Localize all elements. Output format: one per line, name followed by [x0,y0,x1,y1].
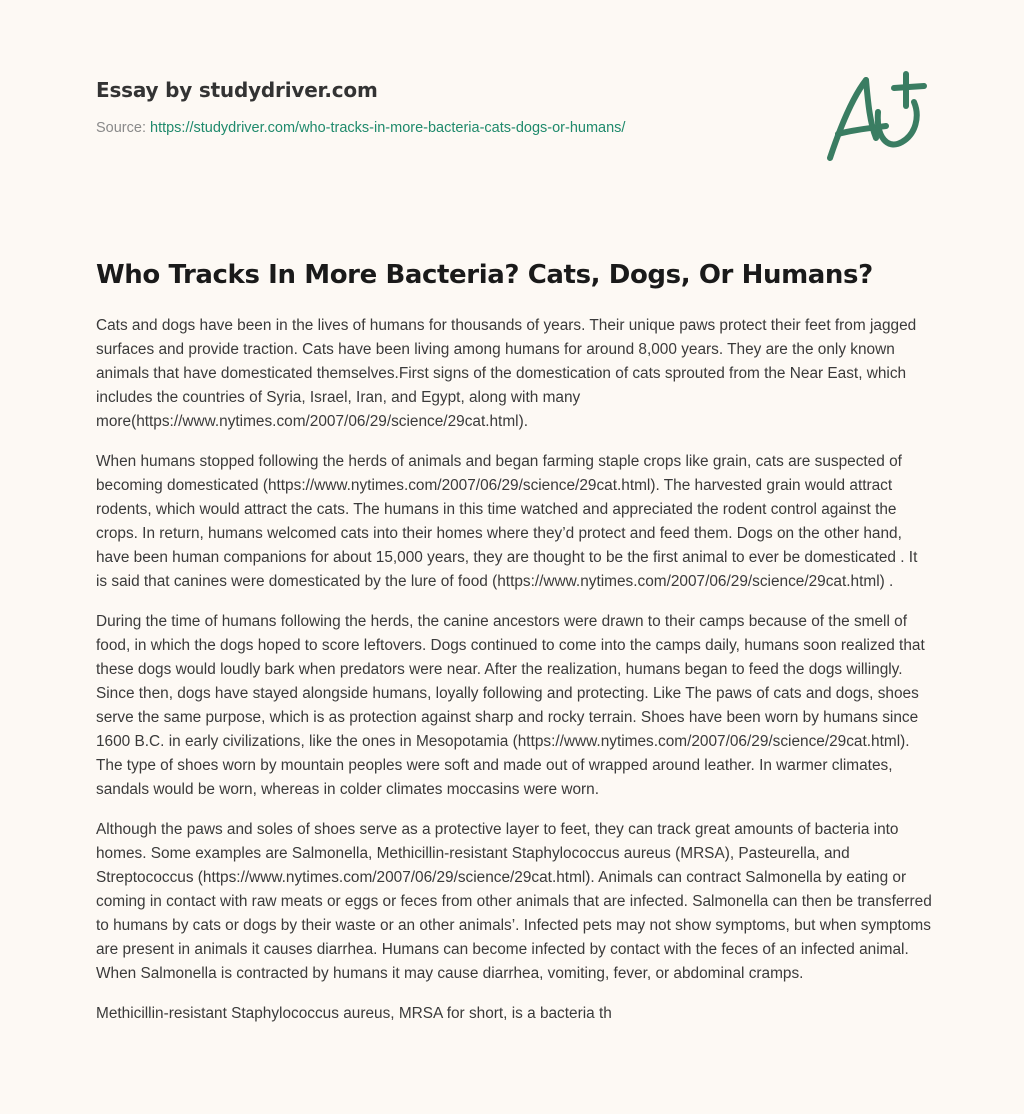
paragraph: Methicillin-resistant Staphylococcus aureus, MRSA for short, is a bacteria th [96,1005,612,1022]
a-plus-grade-icon [822,68,932,164]
essay-title: Who Tracks In More Bacteria? Cats, Dogs, Or Humans? [96,260,873,290]
paragraph: When humans stopped following the herds of animals and began farming staple crops like grain, cats are suspected of becoming domesticated (https://www.nytimes.com/2007/06/29/science/29cat.html). The harvested grain would attract rodents, which would attract the cats. The humans in this time watched and appreciated the rodent control against the crops. In return, humans welcomed cats into their homes where they’d protect and feed them. Dogs on the other hand, have been human companions for about 15,000 years, they are thought to be the first animal to ever be domesticated . It is said that canines were domesticated by the lure of food (https://www.nytimes.com/2007/06/29/science/29cat.html) . [96,453,918,590]
essay-header [96,76,796,138]
source-line [96,118,796,138]
site-title: Essay by studydriver.com [96,78,378,102]
paragraph: During the time of humans following the herds, the canine ancestors were drawn to their camps because of the smell of food, in which the dogs hoped to score leftovers. Dogs continued to come into the camps daily, humans soon realized that these dogs would loudly bark when predators were near. After the realization, humans began to feed the dogs willingly. Since then, dogs have stayed alongside humans, loyally following and protecting. Like The paws of cats and dogs, shoes serve the same purpose, which is as protection against sharp and rocky terrain. Shoes have been worn by humans since 1600 B.C. in early civilizations, like the ones in Mesopotamia (https://www.nytimes.com/2007/06/29/science/29cat.html). The type of shoes worn by mountain peoples were soft and made out of wrapped around leather. In warmer climates, sandals would be worn, whereas in colder climates moccasins were worn. [96,613,925,798]
source-label: Source: [96,120,150,136]
paragraph: Although the paws and soles of shoes serve as a protective layer to feet, they can track great amounts of bacteria into homes. Some examples are Salmonella, Methicillin-resistant Staphylococcus aureus (MRSA), Pasteurella, and Streptococcus (https://www.nytimes.com/2007/06/29/science/29cat.html). Animals can contract Salmonella by eating or coming in contact with raw meats or eggs or feces from other animals that are infected. Salmonella can then be transferred to humans by cats or dogs by their waste or an other animals’. Infected pets may not show symptoms, but when symptoms are present in animals it causes diarrhea. Humans can become infected by contact with the feces of an infected animal. When Salmonella is contracted by humans it may cause diarrhea, vomiting, fever, or abdominal cramps. [96,821,932,982]
source-link[interactable]: https://studydriver.com/who-tracks-in-more-bacteria-cats-dogs-or-humans/ [150,120,626,136]
paragraph: Cats and dogs have been in the lives of humans for thousands of years. Their unique paws protect their feet from jagged surfaces and provide traction. Cats have been living among humans for around 8,000 years. They are the only known animals that have domesticated themselves.First signs of the domestication of cats sprouted from the Near East, which includes the countries of Syria, Israel, Iran, and Egypt, along with many more(https://www.nytimes.com/2007/06/29/science/29cat.html). [96,317,917,430]
essay-body [96,314,932,1042]
